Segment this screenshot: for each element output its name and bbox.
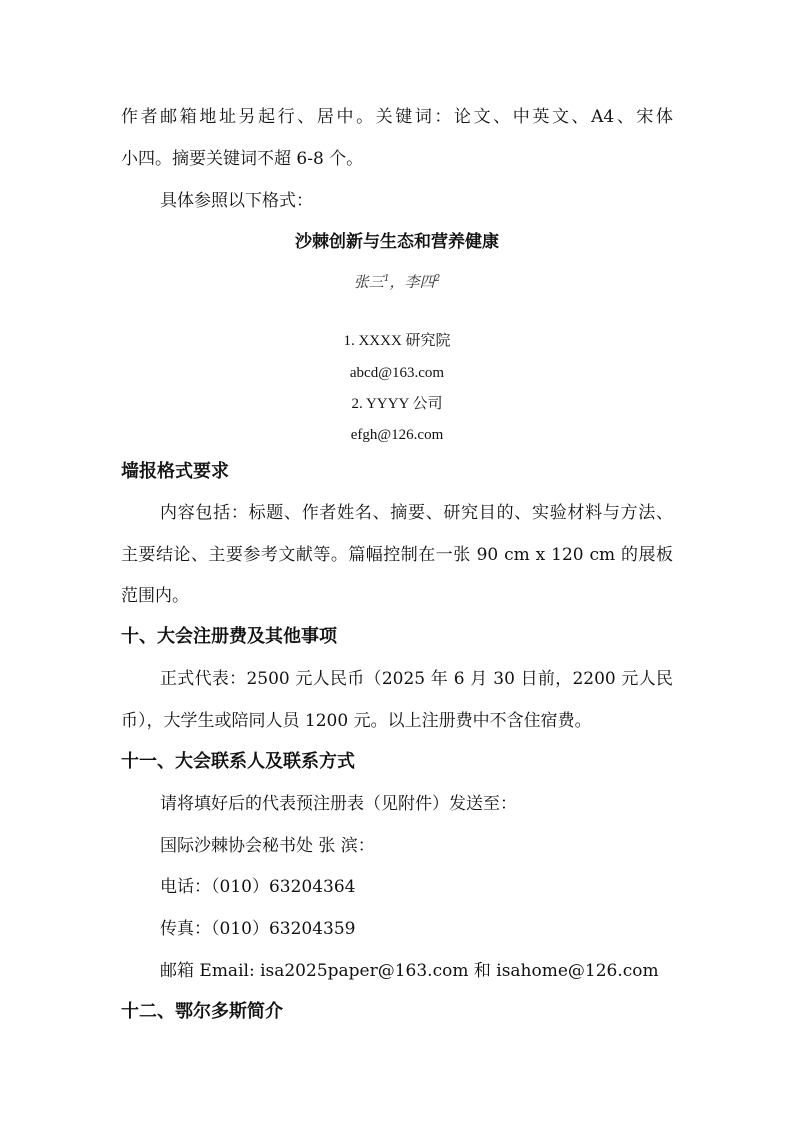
example-author-1: 张三	[353, 273, 384, 291]
example-affiliation-1: 1. XXXX 研究院	[343, 333, 451, 349]
section-11-heading: 十一、大会联系人及联系方式	[121, 751, 355, 772]
intro-line-3: 具体参照以下格式：	[160, 191, 313, 211]
example-author-2-sup: 2	[434, 274, 441, 284]
intro-line-1: 作者邮箱地址另起行、居中。关键词：论文、中英文、A4、宋体	[121, 107, 673, 127]
section-11-phone: 电话：（010）63204364	[160, 877, 356, 897]
poster-heading: 墙报格式要求	[121, 461, 229, 482]
example-email-1: abcd@163.com	[349, 365, 445, 381]
example-author-separator: ，	[389, 273, 405, 291]
section-11-email: 邮箱 Email: isa2025paper@163.com 和 isahome@126.com	[160, 961, 659, 981]
intro-line-2: 小四。摘要关键词不超 6-8 个。	[121, 149, 364, 169]
section-10-line-1: 正式代表：2500 元人民币（2025 年 6 月 30 日前，2200 元人民	[160, 669, 673, 689]
section-11-line-2: 国际沙棘协会秘书处 张 滨：	[160, 836, 375, 856]
section-11-fax: 传真：（010）63204359	[160, 919, 356, 939]
section-10-heading: 十、大会注册费及其他事项	[121, 626, 337, 647]
poster-line-2: 主要结论、主要参考文献等。篇幅控制在一张 90 cm x 120 cm 的展板	[121, 545, 673, 565]
example-title: 沙棘创新与生态和营养健康	[295, 232, 499, 252]
example-affiliation-2: 2. YYYY 公司	[351, 396, 443, 412]
example-author-1-sup: 1	[383, 274, 390, 284]
section-12-heading: 十二、鄂尔多斯简介	[121, 1001, 283, 1022]
example-authors	[0, 268, 794, 293]
section-10-line-2: 币），大学生或陪同人员 1200 元。以上注册费中不含住宿费。	[121, 711, 592, 731]
section-11-line-1: 请将填好后的代表预注册表（见附件）发送至：	[160, 794, 517, 814]
example-author-2: 李四	[404, 273, 435, 291]
poster-line-3: 范围内。	[121, 586, 189, 606]
poster-line-1: 内容包括：标题、作者姓名、摘要、研究目的、实验材料与方法、	[160, 503, 673, 523]
example-email-2: efgh@126.com	[350, 427, 444, 443]
